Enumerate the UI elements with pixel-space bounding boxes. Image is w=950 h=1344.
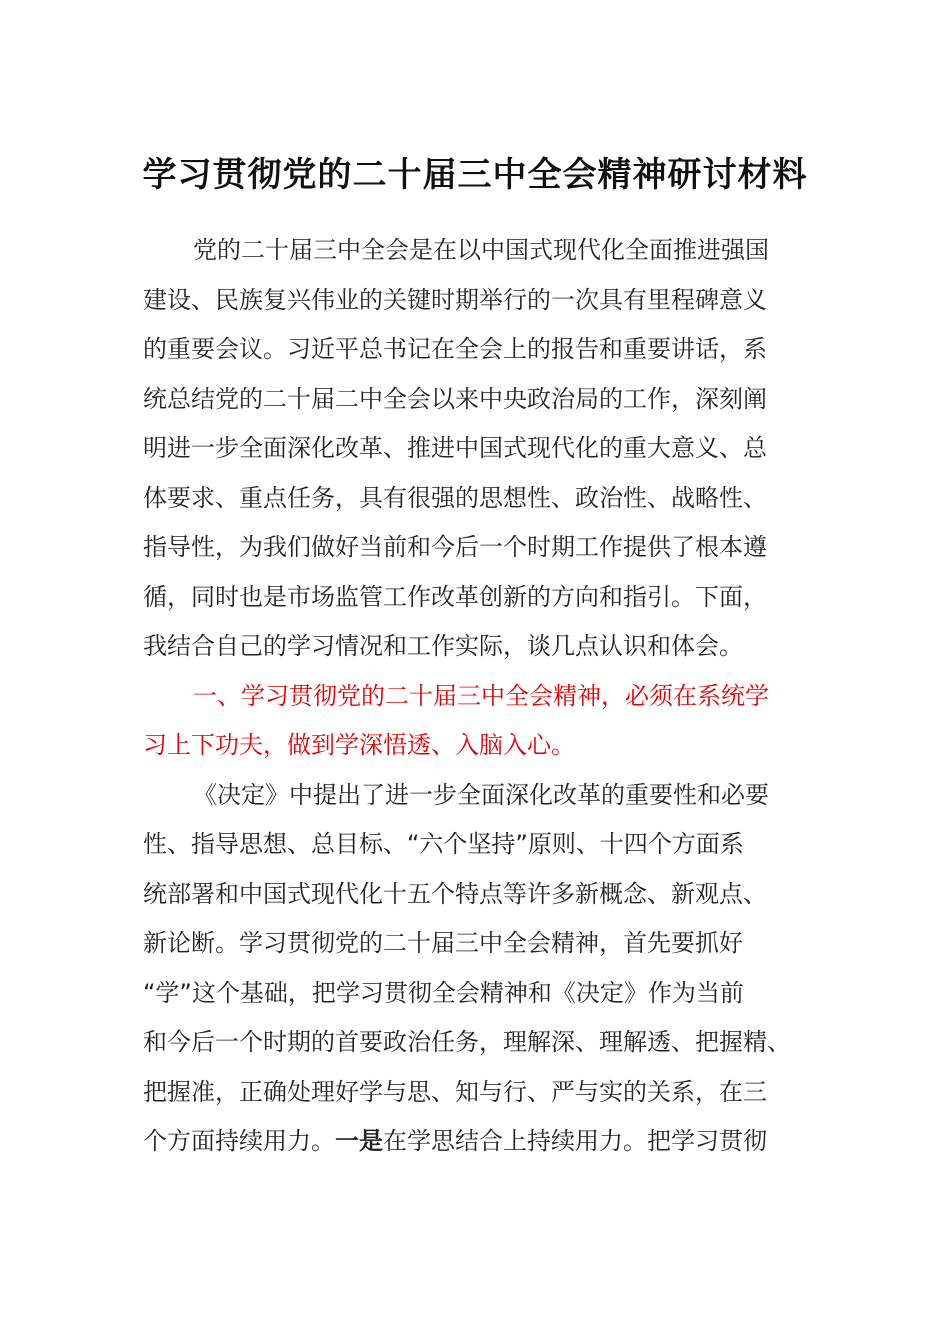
text-line: 性、指导思想、总目标、“六个坚持”原则、十四个方面系	[143, 830, 744, 858]
text-line: 统总结党的二十届二中全会以来中央政治局的工作，深刻阐	[143, 384, 767, 413]
text-line: 和今后一个时期的首要政治任务，理解深、理解透、把握精、	[143, 1028, 791, 1056]
emphasis-text: 一是	[335, 1127, 383, 1155]
paragraph-intro	[143, 226, 803, 672]
text-line: 明进一步全面深化改革、推进中国式现代化的重大意义、总	[143, 434, 767, 462]
heading-line: 习上下功夫，做到学深悟透、入脑入心。	[143, 731, 575, 759]
text-line: 体要求、重点任务，具有很强的思想性、政治性、战略性、	[143, 483, 767, 512]
text-line: 我结合自己的学习情况和工作实际，谈几点认识和体会。	[143, 632, 743, 660]
text-line-last	[143, 1117, 803, 1167]
text-line: 指导性，为我们做好当前和今后一个时期工作提供了根本遵	[143, 533, 767, 561]
text-segment: 在学思结合上持续用力。把学习贯彻	[383, 1127, 767, 1155]
text-line: “学”这个基础，把学习贯彻全会精神和《决定》作为当前	[143, 978, 744, 1007]
text-line: 循，同时也是市场监管工作改革创新的方向和指引。下面，	[143, 582, 767, 611]
document-title: 学习贯彻党的二十届三中全会精神研讨材料	[142, 155, 808, 195]
paragraph-decision	[143, 771, 803, 1167]
text-segment: 个方面持续用力。	[143, 1127, 335, 1155]
text-line: 的重要会议。习近平总书记在全会上的报告和重要讲话，系	[143, 335, 767, 363]
text-line: 《决定》中提出了进一步全面深化改革的重要性和必要	[193, 780, 769, 809]
text-line: 把握准，正确处理好学与思、知与行、严与实的关系，在三	[143, 1077, 767, 1106]
text-line: 统部署和中国式现代化十五个特点等许多新概念、新观点、	[143, 879, 767, 908]
heading-line: 一、学习贯彻党的二十届三中全会精神，必须在系统学	[193, 681, 769, 710]
text-line: 建设、民族复兴伟业的关键时期举行的一次具有里程碑意义	[143, 285, 767, 314]
text-line: 新论断。学习贯彻党的二十届三中全会精神，首先要抓好	[143, 929, 743, 957]
text-line: 党的二十届三中全会是在以中国式现代化全面推进强国	[193, 236, 769, 264]
document-body	[143, 226, 803, 1167]
section-heading	[143, 672, 803, 771]
